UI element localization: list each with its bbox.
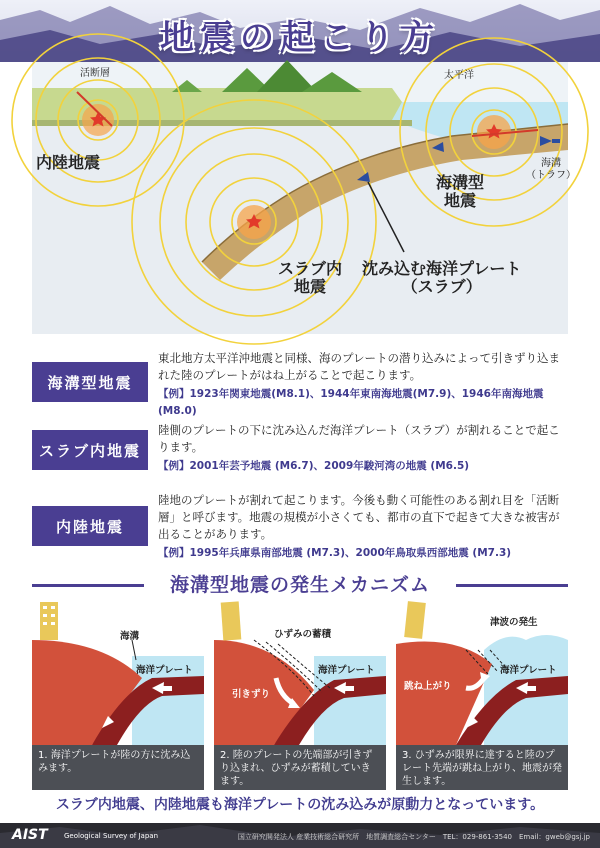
org-contact: 国立研究開発法人 産業技術総合研究所 地質調査総合センター TEL：029-861-3540 Email：gweb@gsj.jp [237,833,590,841]
sinking-plate-label: 沈み込む海洋プレート （スラブ） [362,259,522,297]
type-row [32,422,568,492]
panel-caption: 2. 陸のプレートの先端部が引きずり込まれ、ひずみが蓄積していきます。 [214,745,386,790]
type-badge: スラブ内地震 [32,430,148,470]
mechanism-panel-3 [396,600,568,790]
slab-quake-label: スラブ内 地震 [278,259,343,297]
mechanism-panel-2 [214,600,386,790]
panel-caption: 3. ひずみが限界に達すると陸のプレート先端が跳ね上がり、地震が発生します。 [396,745,568,790]
mechanism-panel-1 [32,600,204,790]
type-row [32,350,568,422]
earthquake-types [32,350,568,572]
type-description: 陸地のプレートが割れて起こります。今後も動く可能性のある割れ目を「活断層」と呼びます。地震の規模が小さくても、都市の直下で起きて大きな被害が出ることがあります。 【例】1995年兵庫県南部地震 (M7.3)、2000年鳥取県西部地震 (M7.3) [158,492,568,562]
panel-caption: 1. 海洋プレートが陸の方に沈み込みます。 [32,745,204,790]
plate-label: 海洋プレート [136,665,193,676]
mechanism-heading: 海溝型地震の発生メカニズム [0,570,600,600]
type-description: 東北地方太平洋沖地震と同様、海のプレートの潜り込みによって引きずり込まれた陸のプレートがはね上がることで起こります。 【例】1923年関東地震(M8.1)、1944年東南海地震(M7.9)、1946年南海地震(M8.0) [158,350,568,420]
trench-label: 海溝 [120,631,140,642]
pacific-label: 太平洋 [444,70,474,81]
page-header [0,0,600,62]
type-example: 【例】2001年芸予地震 (M6.7)、2009年駿河湾の地震 (M6.5) [158,460,470,472]
type-row [32,492,568,572]
plate-label: 海洋プレート [318,665,375,676]
active-fault-label: 活断層 [80,68,110,79]
mountain [257,60,317,92]
inland-quake-label: 内陸地震 [36,153,101,172]
drag-label: 引きずり [232,689,271,700]
type-description: 陸側のプレートの下に沈み込んだ海洋プレート（スラブ）が割れることで起こります。 【例】2001年芸予地震 (M6.7)、2009年駿河湾の地震 (M6.5) [158,422,568,475]
type-badge: 内陸地震 [32,506,148,546]
page-footer [0,823,600,848]
plate-label: 海洋プレート [500,665,557,676]
type-example: 【例】1995年兵庫県南部地震 (M7.3)、2000年鳥取県西部地震 (M7.3) [158,547,512,559]
mountain [302,72,362,92]
earthquake-diagram [32,62,576,334]
mechanism-panels [32,600,568,790]
logo-subtitle: Geological Survey of Japan [64,832,159,840]
aist-logo: AIST [12,827,48,843]
strain-label: ひずみの蓄積 [274,629,332,640]
summary-text: スラブ内地震、内陸地震も海洋プレートの沈み込みが原動力となっています。 [55,797,545,813]
type-badge: 海溝型地震 [32,362,148,402]
trench-quake-label: 海溝型 地震 [436,173,485,211]
tsunami-label: 津波の発生 [490,617,538,628]
type-example: 【例】1923年関東地震(M8.1)、1944年東南海地震(M7.9)、1946年南海地震(M8.0) [158,388,544,417]
trench-label: 海溝 （トラフ） [526,158,576,181]
page-title: 地震の起こり方 [160,18,440,58]
rebound-label: 跳ね上がり [404,681,452,692]
